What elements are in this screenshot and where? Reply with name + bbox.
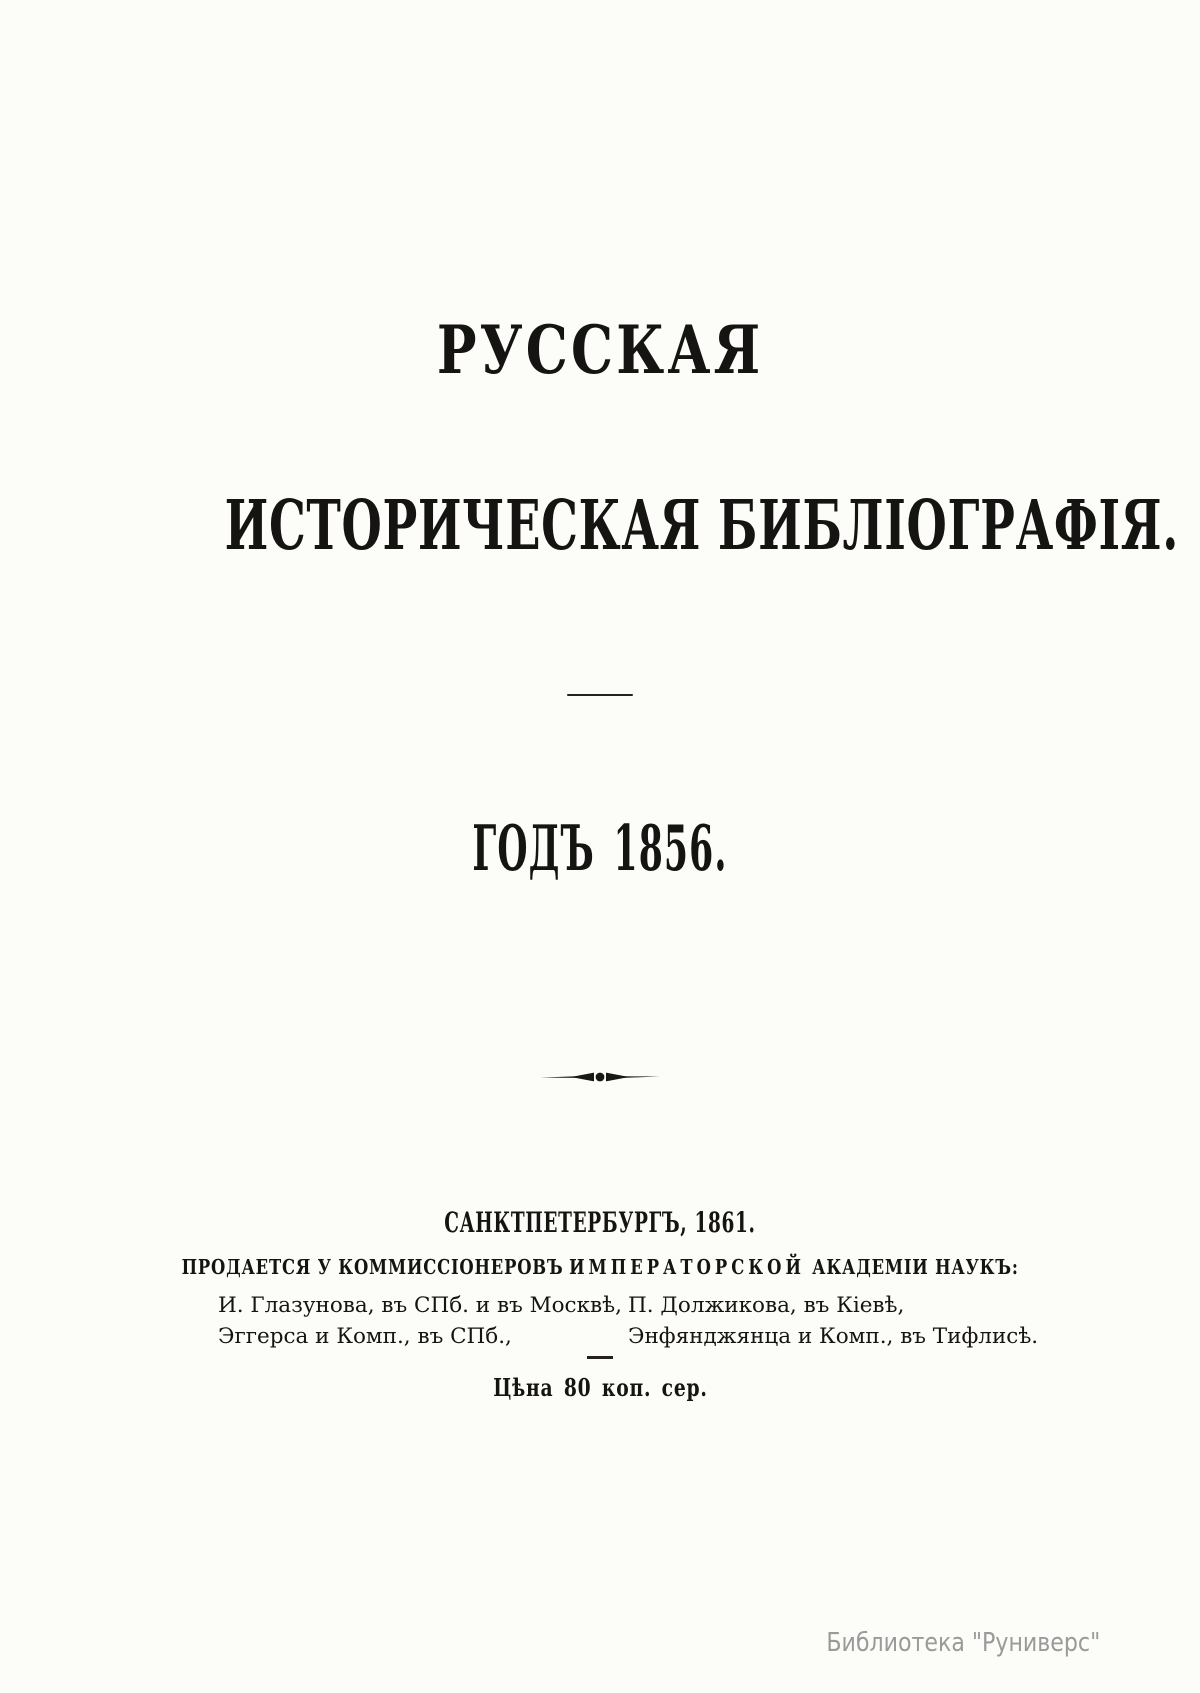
sellers-header-part1: ПРОДАЕТСЯ У КОММИССІОНЕРОВЪ — [181, 1255, 564, 1279]
book-title-line2-text: ИСТОРИЧЕСКАЯ БИБЛІОГРАФІЯ. — [224, 486, 1180, 566]
sellers-column-right — [628, 1291, 1038, 1352]
sellers-header — [0, 1257, 1200, 1278]
sellers-header-text — [181, 1257, 1018, 1278]
book-title-line2 — [0, 486, 1200, 566]
sellers-header-part3: АКАДЕМІИ НАУКЪ: — [811, 1255, 1019, 1279]
ornament-graphic — [540, 1070, 660, 1084]
sellers-header-part2: ИМПЕРАТОРСКОЙ — [568, 1255, 805, 1279]
sellers-column-left — [218, 1291, 622, 1352]
seller-entry: Эггерса и Комп., въ СПб., — [218, 1323, 512, 1349]
short-dash-divider — [587, 1356, 613, 1359]
library-watermark: Библиотека "Руниверс" — [826, 1628, 1100, 1658]
price-line-text: Цѣна 80 коп. сер. — [492, 1373, 708, 1402]
imprint-city-year-text: САНКТПЕТЕРБУРГЪ, 1861. — [444, 1206, 756, 1239]
tapered-divider-ornament — [0, 1070, 1200, 1087]
seller-entry: П. Должикова, въ Кіевѣ, — [628, 1293, 905, 1318]
price-line — [0, 1373, 1200, 1402]
year-line-text: ГОДЪ 1856. — [472, 811, 728, 885]
book-title-line1 — [0, 311, 1200, 389]
imprint-city-year — [0, 1206, 1200, 1239]
horizontal-rule-divider — [567, 694, 633, 696]
book-title-line1-text: РУССКАЯ — [436, 311, 764, 389]
sellers-address-block — [218, 1291, 1038, 1352]
seller-entry: Энфянджянца и Комп., въ Тифлисѣ. — [628, 1323, 1039, 1349]
seller-entry: И. Глазунова, въ СПб. и въ Москвѣ, — [218, 1293, 622, 1318]
year-line — [0, 811, 1200, 885]
